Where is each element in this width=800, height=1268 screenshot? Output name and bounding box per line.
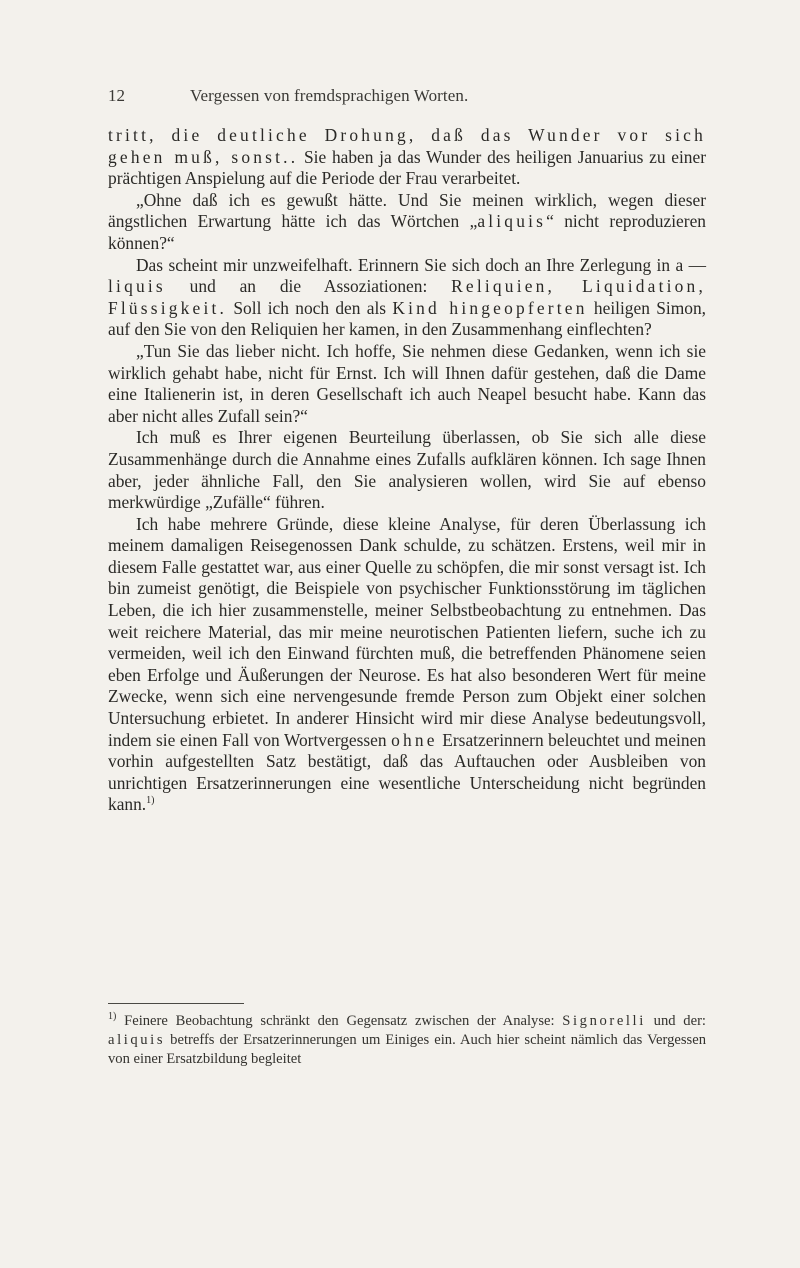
text-run: Soll ich noch den als <box>227 297 393 318</box>
spaced-emphasis: ohne <box>391 729 438 750</box>
footnote <box>108 1012 706 1069</box>
text-run: „Ohne daß ich es gewußt hätte. Und Sie meinen wirklich, wegen dieser ängstlichen Erwartung hätte ich das Wörtchen „ <box>108 189 706 232</box>
page-number: 12 <box>108 86 125 105</box>
footnote-divider <box>108 1003 244 1004</box>
text-run: heiligen Simon, auf den Sie von den Reliquien her kamen, in den Zusammenhang einflechten? <box>108 297 706 340</box>
text-run: „Tun Sie das lieber nicht. Ich hoffe, Sie nehmen diese Gedanken, wenn ich sie wirklich gehabt habe, nicht für Ernst. Ich will Ihnen dafür gestehen, daß die Dame eine Italienerin ist, in deren Gesellschaft ich auch Neapel besucht habe. Kann das aber nicht alles Zufall sein?“ <box>108 340 706 426</box>
paragraph <box>108 125 706 190</box>
text-run: und an die Assoziationen: <box>165 276 452 297</box>
spaced-emphasis: aliquis <box>477 211 547 232</box>
paragraph <box>108 255 706 341</box>
text-run: Ersatzerinnern beleuchtet und meinen vorhin aufgestellten Satz bestätigt, daß das Auftauchen oder Ausbleiben von unrichtigen Ersatzerinnerungen eine wesentliche Unterscheidung nicht begründen kann. <box>108 729 706 815</box>
footnote-marker: 1) <box>146 795 155 807</box>
body-text <box>108 125 706 816</box>
text-run: Das scheint mir unzweifelhaft. Erinnern Sie sich doch an Ihre Zerlegung in a — <box>136 254 706 275</box>
running-title: Vergessen von fremdsprachigen Worten. <box>190 86 469 105</box>
paragraph <box>108 190 706 255</box>
paragraph <box>108 514 706 816</box>
paragraph <box>108 341 706 427</box>
text-run: Ich habe mehrere Gründe, diese kleine Analyse, für deren Überlassung ich meinem damaligen Reisegenossen Dank schulde, zu schätzen. Erstens, weil mir in diesem Falle gestattet war, aus einer Quelle zu schöpfen, die mir sonst versagt ist. Ich bin zumeist genötigt, die Beispiele von psychischer Funktionsstörung im täglichen Leben, die ich hier zusammenstelle, meiner Selbstbeobachtung zu entnehmen. Das weit reichere Material, das mir meine neurotischen Patienten liefern, suche ich zu vermeiden, weil ich den Einwand fürchten muß, die betreffenden Phänomene seien eben Erfolge und Äußerungen der Neurose. Es hat also besonderen Wert für meine Zwecke, wenn sich eine nervengesunde fremde Person zum Objekt einer solchen Untersuchung erbietet. In anderer Hinsicht wird mir diese Analyse bedeutungsvoll, indem sie einen Fall von Wortvergessen <box>108 513 706 750</box>
text-run: Ich muß es Ihrer eigenen Beurteilung überlassen, ob Sie sich alle diese Zusammenhänge durch die Annahme eines Zufalls aufklären können. Ich sage Ihnen aber, jeder ähnliche Fall, den Sie analysieren wollen, wird Sie auf ebenso merkwürdige „Zufälle“ führen. <box>108 427 706 513</box>
text-run: betreffs der Ersatzerinnerungen um Einiges ein. Auch hier scheint nämlich das Vergessen von einer Ersatzbildung begleitet <box>108 1032 706 1067</box>
text-run: Sie haben ja das Wunder des heiligen Januarius zu einer prächtigen Anspielung auf die Periode der Frau verarbeitet. <box>108 146 706 189</box>
spaced-emphasis: Reliquien, Liquidation, Flüssigkeit. <box>108 276 707 318</box>
spaced-emphasis: Kind hingeopferten <box>392 297 588 318</box>
spaced-emphasis: tritt, die deutliche Drohung, daß das Wunder vor sich gehen muß, sonst.. <box>108 125 706 167</box>
spaced-emphasis: Signorelli <box>562 1013 646 1029</box>
text-run: Feinere Beobachtung schränkt den Gegensatz zwischen der Analyse: <box>116 1013 563 1029</box>
paragraph <box>108 427 706 513</box>
text-run: “ nicht reproduzieren können?“ <box>108 211 706 253</box>
spaced-emphasis: liquis <box>108 276 166 297</box>
spaced-emphasis: aliquis <box>108 1032 166 1048</box>
text-run: und der: <box>645 1013 706 1029</box>
footnote-number: 1) <box>108 1011 117 1023</box>
